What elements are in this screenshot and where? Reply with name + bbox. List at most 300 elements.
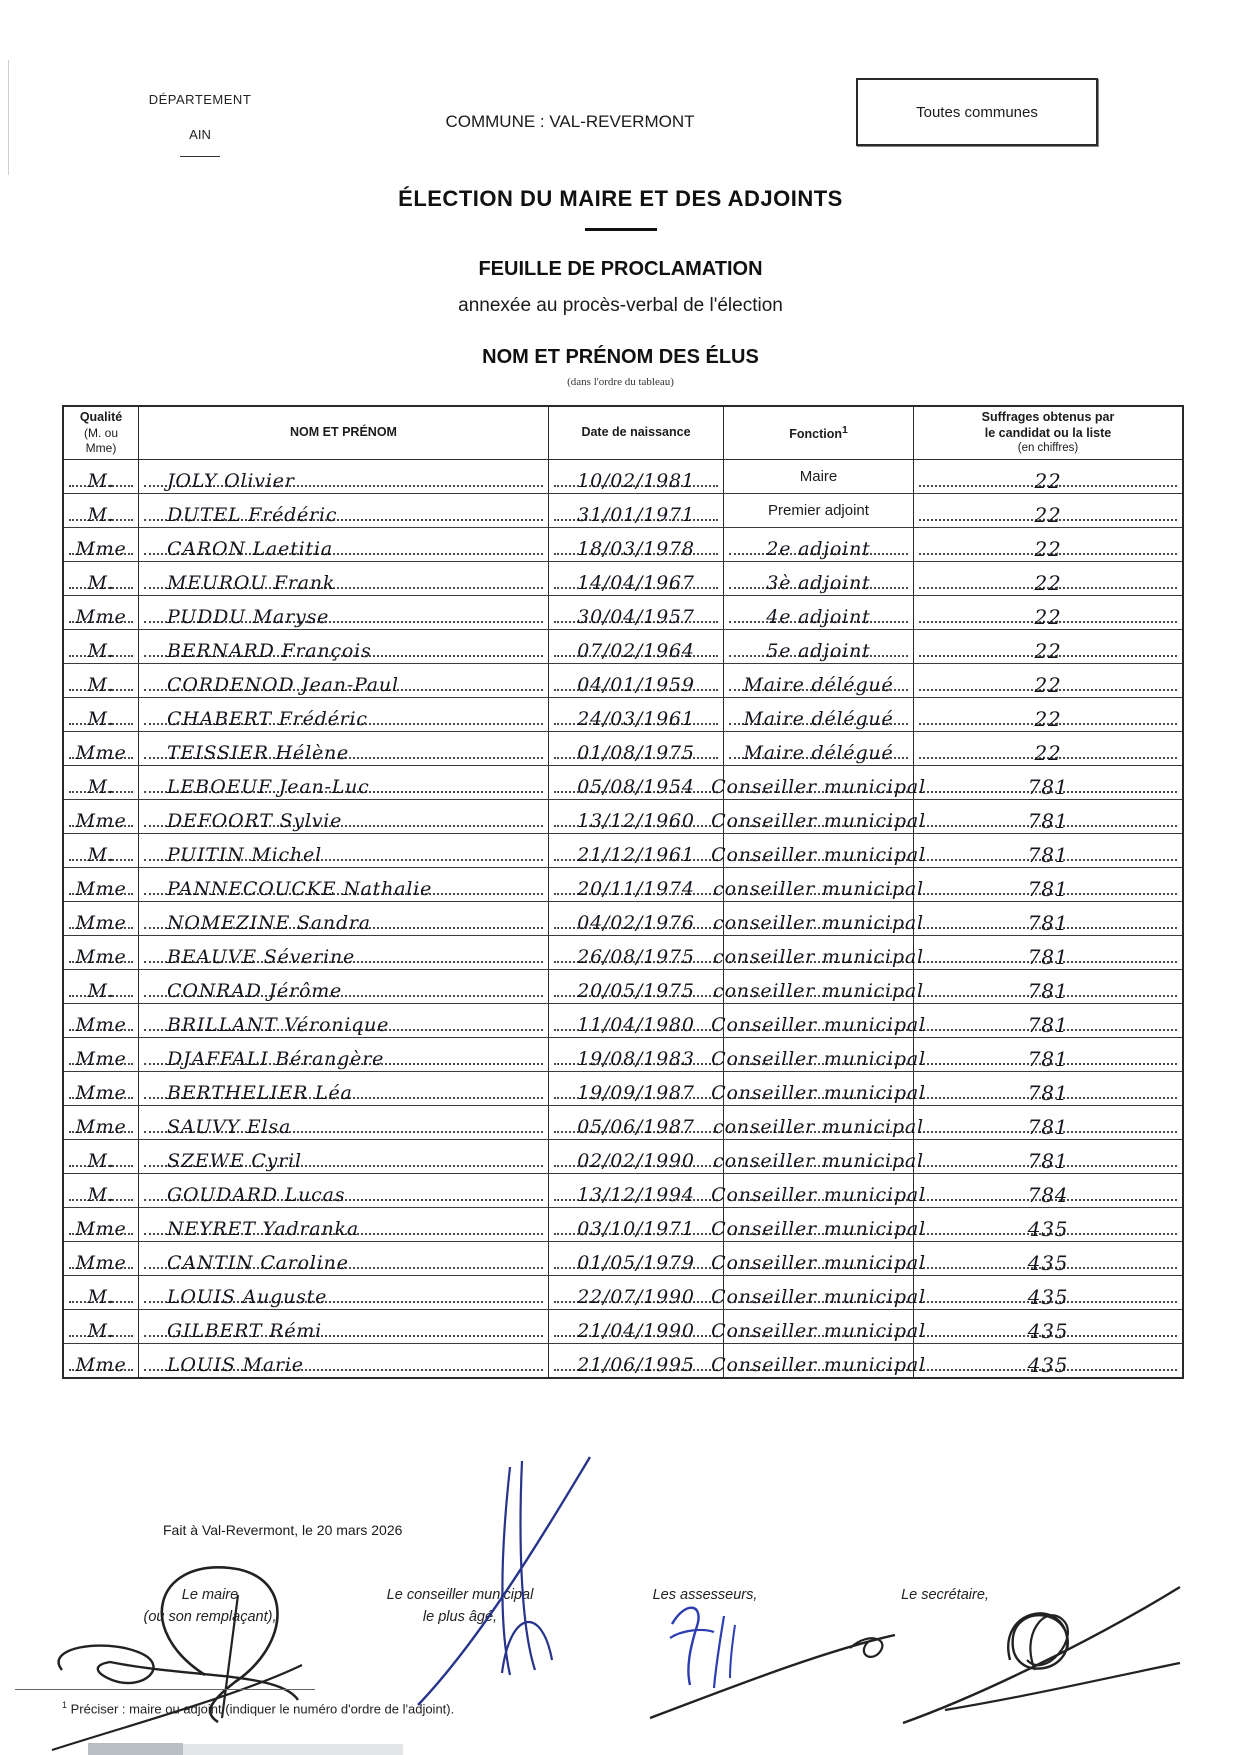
- header-suffrages-line1: Suffrages obtenus par: [981, 410, 1115, 425]
- qualite-cell: [64, 1106, 139, 1139]
- nom-prenom-cell: [139, 1208, 549, 1241]
- fonction-cell: [711, 1242, 926, 1275]
- date-naissance-value: 21/12/1961: [577, 844, 695, 866]
- suffrages-value: 781: [1027, 877, 1069, 901]
- suffrages-cell: [914, 800, 1182, 833]
- table-row: [64, 527, 1182, 561]
- suffrages-value: 435: [1027, 1319, 1069, 1343]
- date-naissance-cell: [549, 698, 724, 731]
- date-naissance-value: 26/08/1975: [577, 946, 695, 968]
- date-naissance-cell: [549, 1344, 724, 1377]
- suffrages-cell: [914, 834, 1182, 867]
- fonction-cell: [713, 902, 924, 935]
- table-row: [64, 969, 1182, 1003]
- fonction-value: 5e adjoint: [766, 640, 871, 662]
- fonction-cell: [713, 1140, 924, 1173]
- nom-prenom-cell: [139, 732, 549, 765]
- fonction-value: 2e adjoint: [766, 538, 871, 560]
- date-naissance-cell: [549, 766, 724, 799]
- qualite-cell: [64, 1276, 139, 1309]
- nom-prenom-cell: [139, 664, 549, 697]
- nom-prenom-value: CORDENOD Jean-Paul: [167, 674, 399, 696]
- nom-prenom-value: SZEWE Cyril: [167, 1150, 302, 1172]
- suffrages-value: 435: [1027, 1285, 1069, 1309]
- qualite-value: M.: [87, 1184, 115, 1206]
- qualite-value: Mme: [75, 912, 127, 934]
- nom-prenom-value: DUTEL Frédéric: [167, 504, 338, 526]
- nom-prenom-cell: [139, 630, 549, 663]
- fonction-value: conseiller municipal: [713, 1116, 924, 1138]
- nom-prenom-value: LOUIS Auguste: [167, 1286, 328, 1308]
- date-naissance-cell: [549, 970, 724, 1003]
- date-naissance-value: 05/08/1954: [577, 776, 695, 798]
- nom-prenom-value: LEBOEUF Jean-Luc: [167, 776, 370, 798]
- fonction-value: Maire délégué: [743, 674, 894, 696]
- suffrages-value: 22: [1034, 741, 1062, 765]
- qualite-value: M.: [87, 470, 115, 492]
- qualite-value: Mme: [75, 606, 127, 628]
- date-naissance-cell: [549, 1242, 724, 1275]
- date-naissance-cell: [549, 1072, 724, 1105]
- qualite-cell: [64, 834, 139, 867]
- date-naissance-value: 31/01/1971: [577, 504, 695, 526]
- nom-prenom-value: NOMEZINE Sandra: [167, 912, 371, 934]
- fonction-cell: [724, 494, 914, 527]
- suffrages-value: 22: [1034, 537, 1062, 561]
- header-fonction-label: Fonction$^1$: [789, 424, 848, 441]
- header-nom-label: NOM ET PRÉNOM: [290, 425, 397, 440]
- header-date-label: Date de naissance: [581, 425, 691, 440]
- nom-prenom-cell: [139, 528, 549, 561]
- suffrages-value: 781: [1027, 1013, 1069, 1037]
- councillor-signature-label-line2: le plus âgé,: [422, 1608, 498, 1625]
- qualite-cell: [64, 494, 139, 527]
- date-naissance-cell: [549, 1106, 724, 1139]
- fonction-value: conseiller municipal: [713, 1150, 924, 1172]
- table-row: [64, 663, 1182, 697]
- suffrages-value: 781: [1027, 1149, 1069, 1173]
- date-naissance-value: 05/06/1987: [577, 1116, 695, 1138]
- date-naissance-cell: [549, 1038, 724, 1071]
- table-row: [64, 1207, 1182, 1241]
- nom-prenom-value: CHABERT Frédéric: [167, 708, 368, 730]
- date-naissance-value: 20/11/1974: [577, 878, 695, 900]
- fonction-value: Conseiller municipal: [711, 1320, 926, 1342]
- qualite-value: M.: [87, 572, 115, 594]
- header-suffrages-line3: (en chiffres): [1017, 442, 1079, 455]
- suffrages-cell: [914, 1072, 1182, 1105]
- date-naissance-value: 04/01/1959: [577, 674, 695, 696]
- date-naissance-cell: [549, 936, 724, 969]
- table-row: [64, 1241, 1182, 1275]
- table-row: [64, 1037, 1182, 1071]
- qualite-value: Mme: [75, 742, 127, 764]
- date-naissance-value: 19/08/1983: [577, 1048, 695, 1070]
- date-naissance-value: 21/06/1995: [577, 1354, 695, 1376]
- nom-prenom-cell: [139, 868, 549, 901]
- suffrages-cell: [914, 1174, 1182, 1207]
- qualite-value: Mme: [75, 1048, 127, 1070]
- suffrages-value: 781: [1027, 809, 1069, 833]
- date-naissance-value: 13/12/1994: [577, 1184, 695, 1206]
- fonction-cell: [713, 936, 924, 969]
- qualite-cell: [64, 1004, 139, 1037]
- table-row: [64, 1071, 1182, 1105]
- table-row: [64, 935, 1182, 969]
- fonction-cell: [713, 1106, 924, 1139]
- date-naissance-value: 20/05/1975: [577, 980, 695, 1002]
- fonction-cell: [711, 1344, 926, 1377]
- date-naissance-value: 03/10/1971: [577, 1218, 695, 1240]
- qualite-cell: [64, 1140, 139, 1173]
- table-row: [64, 697, 1182, 731]
- suffrages-cell: [914, 630, 1182, 663]
- suffrages-cell: [914, 1038, 1182, 1071]
- suffrages-cell: [914, 970, 1182, 1003]
- qualite-value: M.: [87, 1286, 115, 1308]
- qualite-cell: [64, 1072, 139, 1105]
- fonction-value: Conseiller municipal: [711, 810, 926, 832]
- fonction-cell: [711, 800, 926, 833]
- suffrages-cell: [914, 936, 1182, 969]
- qualite-value: M.: [87, 776, 115, 798]
- qualite-value: Mme: [75, 1014, 127, 1036]
- header-suffrages: [914, 407, 1182, 459]
- date-naissance-cell: [549, 902, 724, 935]
- qualite-cell: [64, 664, 139, 697]
- date-naissance-cell: [549, 596, 724, 629]
- scan-edge-artifact: [8, 60, 9, 175]
- nom-prenom-cell: [139, 1242, 549, 1275]
- table-row: [64, 1003, 1182, 1037]
- nom-prenom-value: CARON Laetitia: [167, 538, 333, 560]
- date-naissance-cell: [549, 800, 724, 833]
- mayor-signature-label-line2: (ou son remplaçant),: [143, 1608, 277, 1625]
- mayor-signature-label-line1: Le maire: [181, 1587, 239, 1603]
- section-title: NOM ET PRÉNOM DES ÉLUS: [482, 346, 759, 368]
- date-naissance-cell: [549, 460, 724, 493]
- nom-prenom-cell: [139, 834, 549, 867]
- qualite-value: M.: [87, 640, 115, 662]
- qualite-cell: [64, 698, 139, 731]
- fonction-cell: [711, 1276, 926, 1309]
- title-divider: [585, 228, 657, 231]
- table-body: [64, 460, 1182, 1377]
- section-note: (dans l'ordre du tableau): [567, 376, 674, 388]
- councillor-signature-label-line1: Le conseiller municipal: [386, 1587, 534, 1603]
- fonction-value: conseiller municipal: [713, 946, 924, 968]
- suffrages-cell: [914, 1140, 1182, 1173]
- header-qualite-line2: (M. ou Mme): [83, 425, 118, 455]
- fonction-cell: [724, 596, 914, 629]
- fonction-value: Conseiller municipal: [711, 1048, 926, 1070]
- table-row: [64, 595, 1182, 629]
- fonction-cell: [711, 1038, 926, 1071]
- date-naissance-value: 18/03/1978: [577, 538, 695, 560]
- date-naissance-cell: [549, 562, 724, 595]
- date-naissance-value: 24/03/1961: [577, 708, 695, 730]
- header-fonction: [724, 407, 914, 459]
- qualite-cell: [64, 1174, 139, 1207]
- secretary-signature-label: Le secrétaire,: [901, 1587, 989, 1603]
- fonction-cell: [711, 1174, 926, 1207]
- fonction-cell: [724, 562, 914, 595]
- fonction-cell: [724, 528, 914, 561]
- qualite-value: Mme: [75, 1252, 127, 1274]
- qualite-value: M.: [87, 504, 115, 526]
- nom-prenom-cell: [139, 800, 549, 833]
- nom-prenom-value: NEYRET Yadranka: [167, 1218, 359, 1240]
- nom-prenom-cell: [139, 1106, 549, 1139]
- fonction-cell: [724, 460, 914, 493]
- date-naissance-value: 21/04/1990: [577, 1320, 695, 1342]
- table-row: [64, 799, 1182, 833]
- nom-prenom-cell: [139, 562, 549, 595]
- suffrages-cell: [914, 1310, 1182, 1343]
- nom-prenom-cell: [139, 698, 549, 731]
- suffrages-cell: [914, 868, 1182, 901]
- fonction-value: Conseiller municipal: [711, 1082, 926, 1104]
- table-row: [64, 1105, 1182, 1139]
- date-naissance-value: 14/04/1967: [577, 572, 695, 594]
- suffrages-value: 781: [1027, 911, 1069, 935]
- qualite-value: M.: [87, 674, 115, 696]
- suffrages-value: 435: [1027, 1217, 1069, 1241]
- qualite-cell: [64, 732, 139, 765]
- suffrages-cell: [914, 664, 1182, 697]
- date-naissance-value: 07/02/1964: [577, 640, 695, 662]
- date-naissance-cell: [549, 528, 724, 561]
- suffrages-value: 781: [1027, 1115, 1069, 1139]
- fonction-value: 4e adjoint: [766, 606, 871, 628]
- qualite-cell: [64, 868, 139, 901]
- footnote-sup: 1: [62, 1700, 68, 1710]
- nom-prenom-cell: [139, 936, 549, 969]
- nom-prenom-value: PANNECOUCKE Nathalie: [167, 878, 433, 900]
- qualite-cell: [64, 528, 139, 561]
- fonction-value: conseiller municipal: [713, 878, 924, 900]
- assessors-signature-label: Les assesseurs,: [652, 1587, 758, 1603]
- nom-prenom-cell: [139, 902, 549, 935]
- nom-prenom-value: DEFOORT Sylvie: [167, 810, 343, 832]
- qualite-value: Mme: [75, 538, 127, 560]
- suffrages-cell: [914, 732, 1182, 765]
- table-row: [64, 867, 1182, 901]
- qualite-cell: [64, 936, 139, 969]
- nom-prenom-cell: [139, 1140, 549, 1173]
- suffrages-value: 784: [1027, 1183, 1069, 1207]
- fonction-cell: [724, 698, 914, 731]
- fonction-cell: [713, 970, 924, 1003]
- qualite-cell: [64, 562, 139, 595]
- stamp-box: Toutes communes: [856, 78, 1098, 146]
- fonction-cell: [711, 1004, 926, 1037]
- date-naissance-value: 13/12/1960: [577, 810, 695, 832]
- footnote: [62, 1700, 454, 1716]
- header-nom: [139, 407, 549, 459]
- suffrages-value: 781: [1027, 775, 1069, 799]
- qualite-value: Mme: [75, 1218, 127, 1240]
- suffrages-cell: [914, 1242, 1182, 1275]
- fonction-value: Conseiller municipal: [711, 1252, 926, 1274]
- table-row: [64, 765, 1182, 799]
- qualite-cell: [64, 630, 139, 663]
- fonction-cell: [711, 1072, 926, 1105]
- scan-smudge-light: [183, 1744, 403, 1755]
- table-row: [64, 493, 1182, 527]
- nom-prenom-cell: [139, 1310, 549, 1343]
- header-qualite-line1: Qualité: [79, 410, 123, 425]
- sheet-subtitle: annexée au procès-verbal de l'élection: [458, 295, 783, 316]
- fonction-value: 3è adjoint: [766, 572, 871, 594]
- fonction-cell: [711, 1208, 926, 1241]
- department-name: AIN: [189, 127, 211, 142]
- councillor-signature-label: [355, 1585, 565, 1629]
- qualite-cell: [64, 1310, 139, 1343]
- nom-prenom-cell: [139, 1004, 549, 1037]
- elected-officials-table: [62, 405, 1184, 1379]
- fonction-value: Maire délégué: [743, 708, 894, 730]
- date-naissance-cell: [549, 1310, 724, 1343]
- qualite-cell: [64, 902, 139, 935]
- page-title: ÉLECTION DU MAIRE ET DES ADJOINTS: [398, 186, 843, 211]
- date-naissance-cell: [549, 834, 724, 867]
- nom-prenom-value: BERTHELIER Léa: [167, 1082, 353, 1104]
- qualite-value: M.: [87, 1320, 115, 1342]
- qualite-cell: [64, 1242, 139, 1275]
- date-naissance-cell: [549, 1004, 724, 1037]
- suffrages-cell: [914, 596, 1182, 629]
- table-row: [64, 1275, 1182, 1309]
- nom-prenom-cell: [139, 1276, 549, 1309]
- nom-prenom-value: CANTIN Caroline: [167, 1252, 349, 1274]
- qualite-value: Mme: [75, 810, 127, 832]
- qualite-value: M.: [87, 844, 115, 866]
- nom-prenom-cell: [139, 460, 549, 493]
- fonction-value: Conseiller municipal: [711, 844, 926, 866]
- qualite-cell: [64, 970, 139, 1003]
- fonction-value: Conseiller municipal: [711, 1354, 926, 1376]
- date-naissance-cell: [549, 732, 724, 765]
- suffrages-cell: [914, 1208, 1182, 1241]
- qualite-value: Mme: [75, 946, 127, 968]
- suffrages-cell: [914, 1004, 1182, 1037]
- qualite-value: Mme: [75, 1116, 127, 1138]
- date-naissance-cell: [549, 630, 724, 663]
- qualite-value: M.: [87, 708, 115, 730]
- table-row: [64, 901, 1182, 935]
- suffrages-value: 22: [1034, 605, 1062, 629]
- table-row: [64, 460, 1182, 493]
- nom-prenom-value: GILBERT Rémi: [167, 1320, 323, 1342]
- qualite-cell: [64, 1038, 139, 1071]
- suffrages-cell: [914, 902, 1182, 935]
- scan-smudge-dark: [88, 1743, 183, 1755]
- nom-prenom-value: BERNARD François: [167, 640, 372, 662]
- fonction-cell: [711, 834, 926, 867]
- suffrages-cell: [914, 562, 1182, 595]
- footnote-divider: [15, 1689, 315, 1690]
- date-naissance-cell: [549, 664, 724, 697]
- fonction-value: Conseiller municipal: [711, 1286, 926, 1308]
- suffrages-cell: [914, 1276, 1182, 1309]
- table-row: [64, 1173, 1182, 1207]
- commune-title: COMMUNE : VAL-REVERMONT: [445, 112, 695, 131]
- header-qualite: [64, 407, 139, 459]
- suffrages-value: 781: [1027, 979, 1069, 1003]
- fonction-value: conseiller municipal: [713, 912, 924, 934]
- suffrages-value: 22: [1034, 707, 1062, 731]
- nom-prenom-value: PUDDU Maryse: [167, 606, 330, 628]
- nom-prenom-value: CONRAD Jérôme: [167, 980, 343, 1002]
- nom-prenom-cell: [139, 1072, 549, 1105]
- suffrages-cell: [914, 494, 1182, 527]
- table-row: [64, 629, 1182, 663]
- qualite-cell: [64, 460, 139, 493]
- qualite-cell: [64, 1208, 139, 1241]
- fonction-cell: [713, 868, 924, 901]
- table-row: [64, 1309, 1182, 1343]
- date-naissance-value: 11/04/1980: [577, 1014, 695, 1036]
- nom-prenom-value: DJAFFALI Bérangère: [167, 1048, 385, 1070]
- suffrages-value: 781: [1027, 1047, 1069, 1071]
- qualite-cell: [64, 766, 139, 799]
- fonction-value: conseiller municipal: [713, 980, 924, 1002]
- nom-prenom-cell: [139, 494, 549, 527]
- department-block: [120, 92, 280, 157]
- date-naissance-value: 30/04/1957: [577, 606, 695, 628]
- date-naissance-cell: [549, 868, 724, 901]
- suffrages-value: 435: [1027, 1353, 1069, 1377]
- qualite-value: Mme: [75, 1354, 127, 1376]
- date-naissance-cell: [549, 1174, 724, 1207]
- fonction-value: Conseiller municipal: [711, 1218, 926, 1240]
- date-naissance-cell: [549, 1276, 724, 1309]
- suffrages-cell: [914, 1106, 1182, 1139]
- date-naissance-value: 10/02/1981: [577, 470, 695, 492]
- fonction-value: Maire: [799, 468, 838, 485]
- nom-prenom-cell: [139, 1344, 549, 1377]
- header-suffrages-line2: le candidat ou la liste: [984, 425, 1112, 440]
- footnote-text: Préciser : maire ou adjoint (indiquer le numéro d'ordre de l'adjoint).: [67, 1701, 455, 1717]
- nom-prenom-value: PUITIN Michel: [167, 844, 322, 866]
- fonction-cell: [711, 1310, 926, 1343]
- qualite-cell: [64, 800, 139, 833]
- suffrages-value: 781: [1027, 843, 1069, 867]
- nom-prenom-cell: [139, 1174, 549, 1207]
- fonction-cell: [724, 732, 914, 765]
- qualite-value: M.: [87, 1150, 115, 1172]
- header-date: [549, 407, 724, 459]
- qualite-value: Mme: [75, 878, 127, 900]
- fonction-value: Conseiller municipal: [711, 1014, 926, 1036]
- date-naissance-cell: [549, 494, 724, 527]
- date-naissance-value: 01/05/1979: [577, 1252, 695, 1274]
- nom-prenom-value: MEUROU Frank: [167, 572, 336, 594]
- qualite-value: M.: [87, 980, 115, 1002]
- table-row: [64, 731, 1182, 765]
- fonction-value: Conseiller municipal: [711, 1184, 926, 1206]
- department-label: DÉPARTEMENT: [148, 92, 252, 107]
- suffrages-value: 22: [1034, 639, 1062, 663]
- table-header-row: [64, 407, 1182, 460]
- suffrages-value: 22: [1034, 673, 1062, 697]
- table-row: [64, 1139, 1182, 1173]
- suffrages-value: 22: [1034, 469, 1062, 493]
- suffrages-value: 22: [1034, 571, 1062, 595]
- nom-prenom-value: BRILLANT Véronique: [167, 1014, 390, 1036]
- date-naissance-value: 04/02/1976: [577, 912, 695, 934]
